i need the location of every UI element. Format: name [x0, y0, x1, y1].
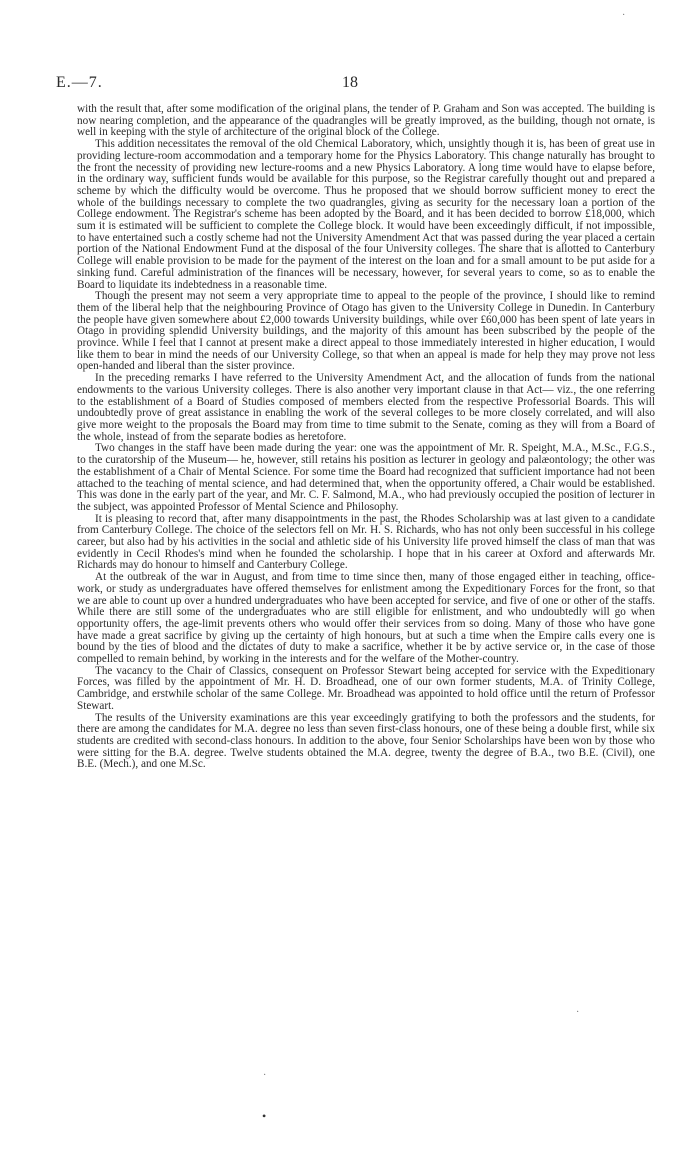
- scan-speck: ·: [622, 10, 626, 21]
- paragraph-staff-changes: Two changes in the staff have been made during the year: one was the appointment of Mr. R. Speight, M.A., M.Sc., F.G.S., to the curatorship of the Museum— he, however, still retains his position as lecturer in geology and palæontology; the other was the establishment of a Chair of Mental Science. For some time the Board had recognized that sufficient importance had not been attached to the teaching of mental science, and had determined that, when the opportunity offered, a Chair would be established. This was done in the early part of the year, and Mr. C. F. Salmond, M.A., who had previously occupied the position of lecturer in the subject, was appointed Professor of Mental Science and Philosophy.: [77, 442, 655, 513]
- page-header: [56, 74, 656, 96]
- report-body: [77, 104, 655, 771]
- page-number: 18: [342, 74, 358, 91]
- paragraph-rhodes-scholarship: It is pleasing to record that, after many disappointments in the past, the Rhodes Scholarship was at last given to a candidate from Canterbury College. The choice of the selectors fell on Mr. H. S. Richards, who has not only been successful in his college career, but also had by his activities in the social and athletic side of his University life proved himself the class of man that was evidently in Cecil Rhodes's mind when he founded the scholarship. I hope that in his career at Oxford and afterwards Mr. Richards may do honour to himself and Canterbury College.: [77, 512, 655, 572]
- paragraph-war-enlistment: At the outbreak of the war in August, and from time to time since then, many of those engaged either in teaching, office-work, or study as undergraduates have offered themselves for enlistment among the Expeditionary Forces for the front, so that we are able to count up over a hundred undergraduates who have been accepted for service, and five of one or other of the staffs. While there are still some of the undergraduates who are still eligible for enlistment, and who undoubtedly will go when opportunity offers, the age-limit prevents others who would offer their services from so doing. Many of those who have gone have made a great sacrifice by giving up the certainty of high honours, but at such a time when the Empire calls every one is bound by the ties of blood and the dictates of duty to make a sacrifice, whether it be by active service or, in the case of those compelled to remain behind, by working in the interests and for the welfare of the Mother-country.: [77, 571, 655, 666]
- paragraph-chair-of-classics: The vacancy to the Chair of Classics, consequent on Professor Stewart being accepted for service with the Expeditionary Forces, was filled by the appointment of Mr. H. D. Broadhead, one of our own former students, M.A. of Trinity College, Cambridge, and erstwhile scholar of the same College. Mr. Broadhead was appointed to hold office until the return of Professor Stewart.: [77, 664, 655, 712]
- scan-speck: ·: [263, 1070, 267, 1081]
- scan-speck: •: [262, 1109, 267, 1123]
- paragraph-new-buildings-loan: This addition necessitates the removal of the old Chemical Laboratory, which, unsightly though it is, has been of great use in providing lecture-room accommodation and a temporary home for the Physics Laboratory. This change naturally has brought to the front the necessity of providing new lecture-rooms and a new Physics Laboratory. A long time would have to elapse before, in the ordinary way, sufficient funds would be available for this purpose, so the Registrar carefully thought out and prepared a scheme by which the difficulty would be overcome. Thus he proposed that we should borrow sufficient money to erect the whole of the buildings necessary to complete the two quadrangles, giving as security for the necessary loan a portion of the College endowment. The Registrar's scheme has been adopted by the Board, and it has been decided to borrow £18,000, which sum it is estimated will be sufficient to complete the College block. It would have been exceedingly difficult, if not impossible, to have entertained such a costly scheme had not the University Amendment Act that was passed during the year placed a certain portion of the National Endowment Fund at the disposal of the four University colleges. The share that is allotted to Canterbury College will enable provision to be made for the payment of the interest on the loan and for a small amount to be put aside for a sinking fund. Careful administration of the finances will be necessary, however, for several years to come, so as to enable the Board to liquidate its indebtedness in a reasonable time.: [77, 138, 655, 291]
- paragraph-building-tender: with the result that, after some modification of the original plans, the tender of P. Graham and Son was accepted. The building is now nearing completion, and the appearance of the quadrangles will be greatly improved, as the building, though not ornate, is well in keeping with the style of architecture of the original block of the College.: [77, 103, 655, 139]
- paragraph-appeal-to-province: Though the present may not seem a very appropriate time to appeal to the people of the province, I should like to remind them of the liberal help that the neighbouring Province of Otago has given to the University College in Dunedin. In Canterbury the people have given somewhere about £2,000 towards University buildings, while over £60,000 has been spent of late years in Otago in providing splendid University buildings, and the majority of this amount has been subscribed by the people of the province. While I feel that I cannot at present make a direct appeal to those immediately interested in higher education, I would like them to bear in mind the needs of our University College, so that when an appeal is made for help they may prove not less open-handed and liberal than the sister province.: [77, 290, 655, 373]
- paragraph-examination-results: The results of the University examinations are this year exceedingly gratifying to both the professors and the students, for there are among the candidates for M.A. degree no less than seven first-class honours, one of these being a double first, while six students are credited with second-class honours. In addition to the above, four Senior Scholarships have been won by those who were sitting for the B.A. degree. Twelve students obtained the M.A. degree, twenty the degree of B.A., two B.E. (Civil), one B.E. (Mech.), and one M.Sc.: [77, 711, 655, 771]
- document-reference: E.—7.: [56, 74, 103, 91]
- scan-speck: ·: [576, 1007, 580, 1018]
- paragraph-amendment-act: In the preceding remarks I have referred to the University Amendment Act, and the allocation of funds from the national endowments to the various University colleges. There is also another very important clause in that Act— viz., the one referring to the establishment of a Board of Studies composed of members elected from the respective Professorial Boards. This will undoubtedly prove of great assistance in enabling the work of the several colleges to be more closely correlated, and will also give more weight to the proposals the Board may from time to time submit to the Senate, coming as they will from a Board of the whole, instead of from the separate bodies as heretofore.: [77, 372, 655, 443]
